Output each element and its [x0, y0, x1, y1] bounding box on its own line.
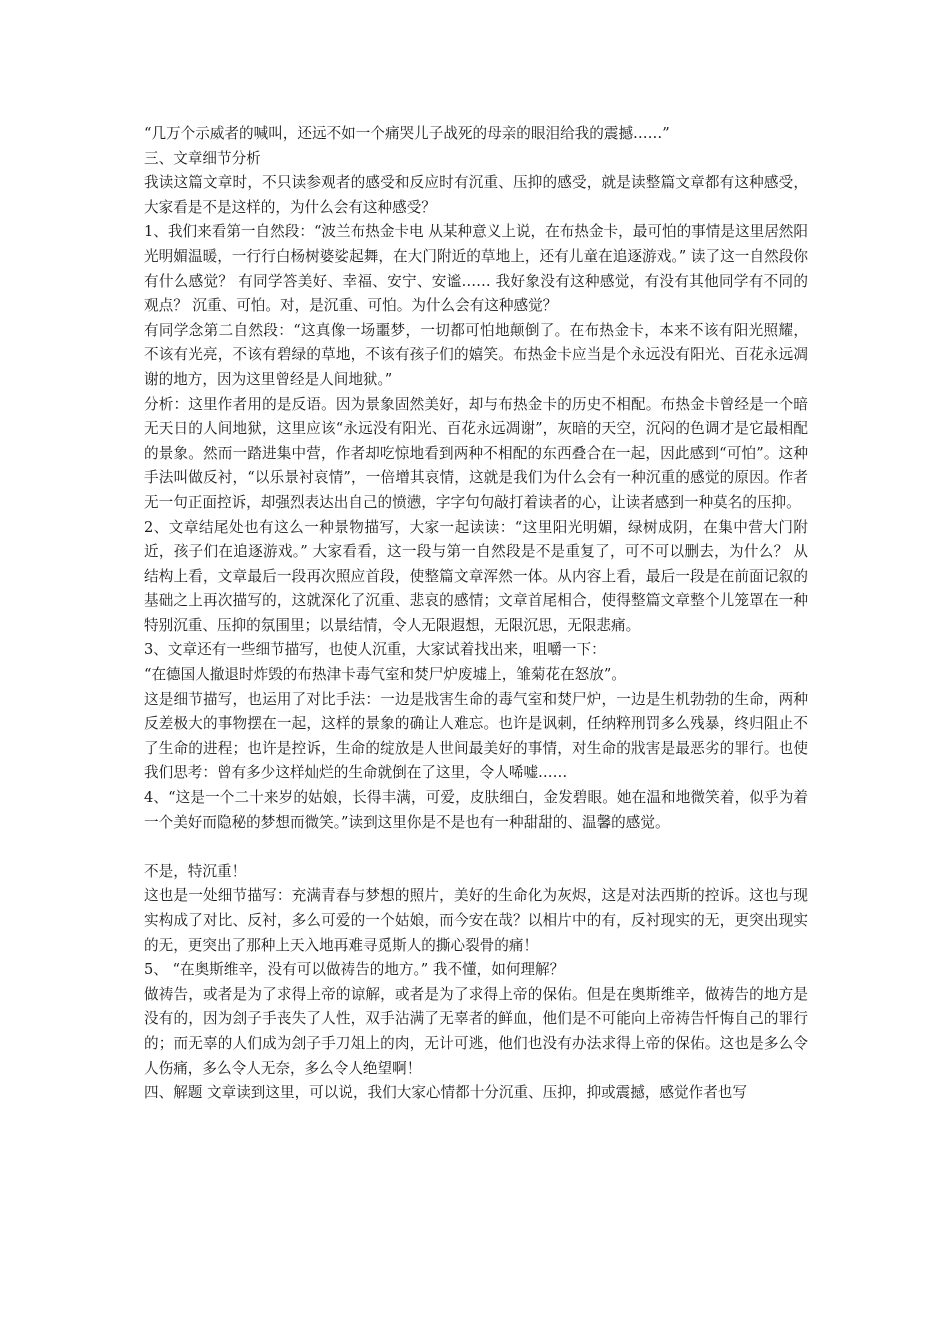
point-3-paragraph: 3、文章还有一些细节描写，也使人沉重，大家试着找出来，咀嚼一下： — [144, 641, 606, 659]
analysis-paragraph: 分析：这里作者用的是反语。因为景象固然美好，却与布热金卡的历史不相配。布热金卡曾经是一个暗无天日的人间地狱，这里应该“永远没有阳光、百花永远凋谢”，灰暗的天空，沉闷的色调才是它最相配的景象。然而一踏进集中营，作者却吃惊地看到两种不相配的东西叠合在一起，因此感到“可怕”。这种手法叫做反衬，“以乐景衬哀情”，一倍增其哀情，这就是我们为什么会有一种沉重的感觉的原因。作者无一句正面控诉，却强烈表达出自己的愤懑，字字句句敲打着读者的心，让读者感到一种莫名的压抑。 — [144, 395, 808, 511]
daisy-quote-paragraph: “在德国人撤退时炸毁的布热津卡毒气室和焚尸炉废墟上，雏菊花在怒放”。 — [144, 666, 626, 684]
point-1-paragraph: 1、我们来看第一自然段：“波兰布热金卡电 从某种意义上说，在布热金卡，最可怕的事情是这里居然阳光明媚温暖，一行行白杨树婆娑起舞，在大门附近的草地上，还有儿童在追逐游戏。” 读了这一自然段你有什么感觉？ 有同学答美好、幸福、安宁、安谧…… 我好象没有这种感觉，有没有其他同学有不同的观点？ 沉重、可怕。对，是沉重、可怕。为什么会有这种感觉？ — [144, 223, 808, 315]
point-4-paragraph: 4、“这是一个二十来岁的姑娘，长得丰满，可爱，皮肤细白，金发碧眼。她在温和地微笑着，似乎为着一个美好而隐秘的梦想而微笑。”读到这里你是不是也有一种甜甜的、温馨的感觉。 — [144, 789, 808, 831]
point-5-paragraph: 5、 “在奥斯维辛，没有可以做祷告的地方。” 我不懂，如何理解？ — [144, 961, 565, 979]
answer-paragraph: 不是，特沉重！ — [144, 862, 247, 880]
document-page — [144, 122, 808, 1106]
section-heading-detail-analysis: 三、文章细节分析 — [144, 149, 261, 167]
quote-paragraph: “几万个示威者的喊叫，还远不如一个痛哭儿子战死的母亲的眼泪给我的震撼……” — [144, 125, 670, 142]
photo-detail-paragraph: 这也是一处细节描写：充满青春与梦想的照片，美好的生命化为灰烬，这是对法西斯的控诉。这也与现实构成了对比、反衬，多么可爱的一个姑娘，而今安在哉？以相片中的有，反衬现实的无，更突出现实的无，更突出了那种上天入地再难寻觅斯人的撕心裂骨的痛！ — [144, 887, 808, 954]
prayer-explanation-paragraph: 做祷告，或者是为了求得上帝的谅解，或者是为了求得上帝的保佑。但是在奥斯维辛，做祷告的地方是没有的，因为刽子手丧失了人性，双手沾满了无辜者的鲜血，他们是不可能向上帝祷告忏悔自己的罪行的；而无辜的人们成为刽子手刀俎上的肉，无计可逃，他们也没有办法求得上帝的保佑。这也是多么令人伤痛，多么令人无奈，多么令人绝望啊！ — [144, 985, 808, 1077]
section-heading-title-explanation: 四、解题 文章读到这里，可以说，我们大家心情都十分沉重、压抑，抑或震撼，感觉作者也写 — [144, 1084, 747, 1102]
detail-description-paragraph: 这是细节描写，也运用了对比手法：一边是戕害生命的毒气室和焚尸炉，一边是生机勃勃的生命，两种反差极大的事物摆在一起，这样的景象的确让人难忘。也许是讽刺，任纳粹刑罚多么残暴，终归阻止不了生命的进程；也许是控诉，生命的绽放是人世间最美好的事情，对生命的戕害是最恶劣的罪行。也使我们思考：曾有多少这样灿烂的生命就倒在了这里，令人唏嘘…… — [144, 690, 808, 782]
point-2-paragraph: 2、文章结尾处也有这么一种景物描写，大家一起读读：“这里阳光明媚，绿树成阴，在集中营大门附近，孩子们在追逐游戏。” 大家看看，这一段与第一自然段是不是重复了，可不可以删去，为什么？ 从结构上看，文章最后一段再次照应首段，使整篇文章浑然一体。从内容上看，最后一段是在前面记叙的基础之上再次描写的，这就深化了沉重、悲哀的感情；文章首尾相合，使得整篇文章整个儿笼罩在一种特别沉重、压抑的氛围里；以景结情，令人无限遐想，无限沉思，无限悲痛。 — [144, 518, 808, 634]
second-paragraph-reading: 有同学念第二自然段：“这真像一场噩梦，一切都可怕地颠倒了。在布热金卡，本来不该有阳光照耀，不该有光亮，不该有碧绿的草地，不该有孩子们的嬉笑。布热金卡应当是个永远没有阳光、百花永远凋谢的地方，因为这里曾经是人间地狱。” — [144, 321, 808, 388]
intro-paragraph: 我读这篇文章时，不只读参观者的感受和反应时有沉重、压抑的感受，就是读整篇文章都有这种感受，大家看是不是这样的，为什么会有这种感受？ — [144, 174, 808, 216]
blank-line — [144, 835, 808, 860]
